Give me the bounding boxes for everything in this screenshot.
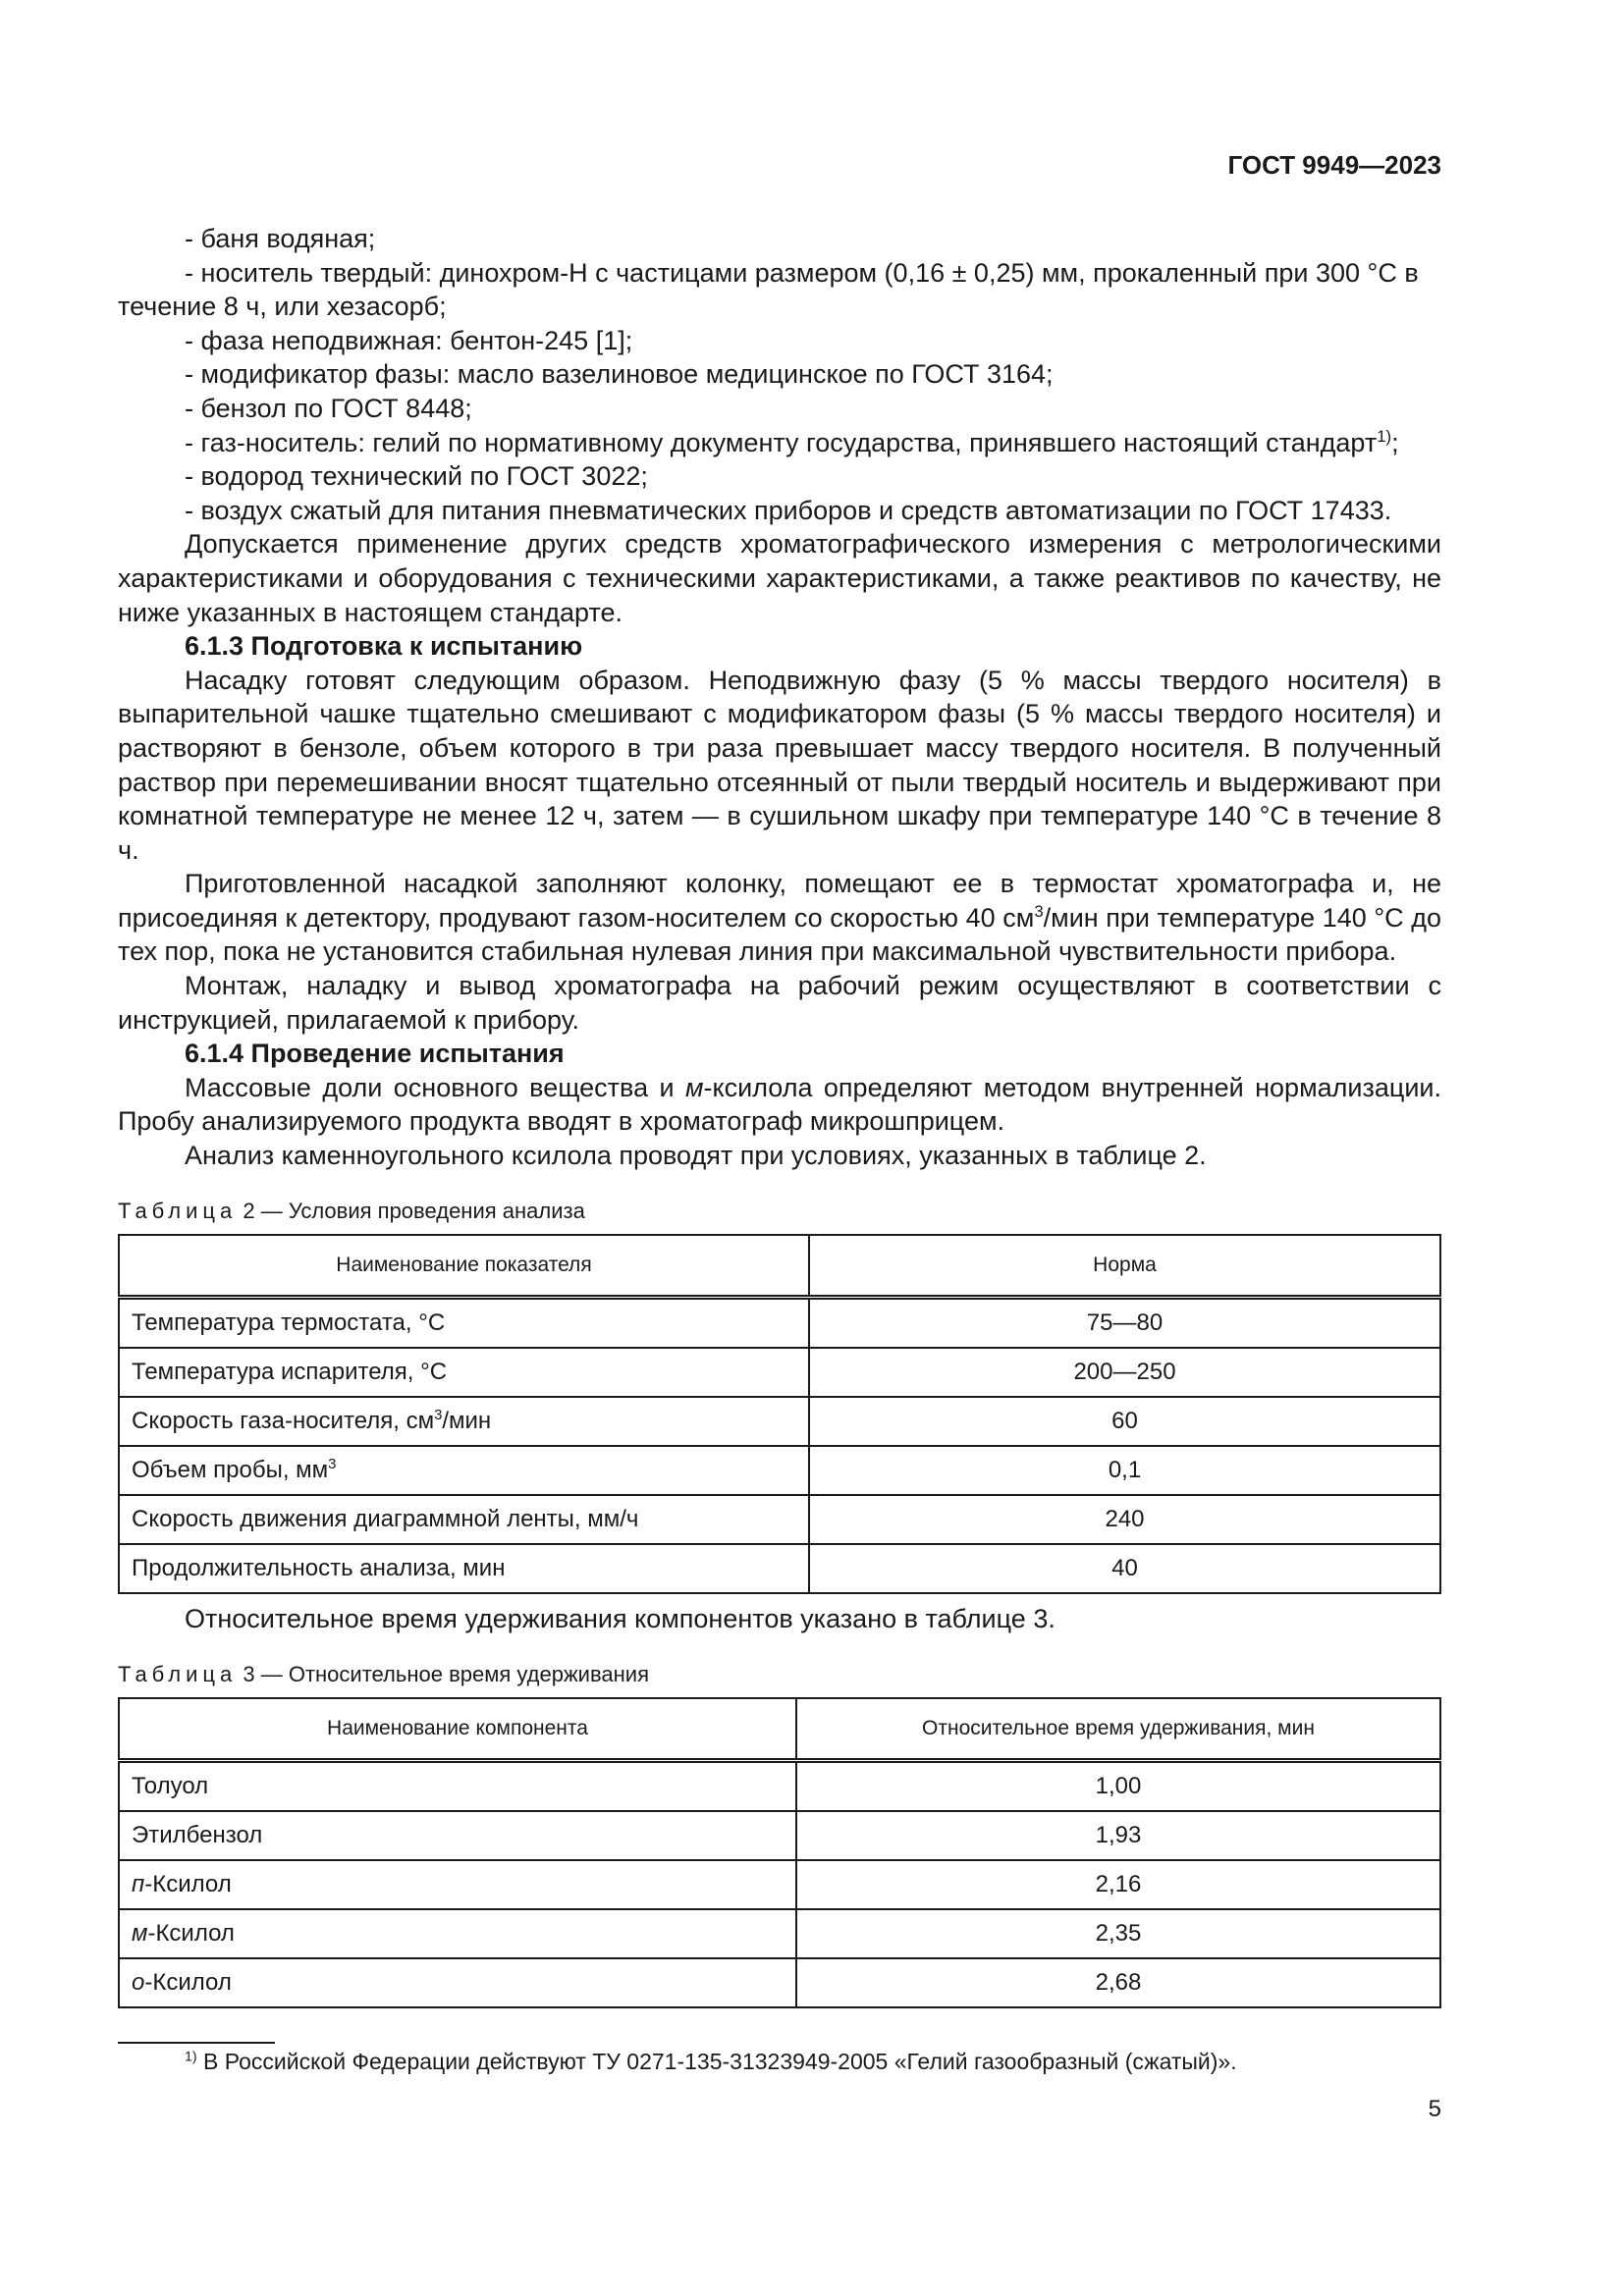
table2-caption [118,1195,1441,1229]
list-item: - модификатор фазы: масло вазелиновое медицинское по ГОСТ 3164; [185,359,1054,390]
cell-name: Температура испарителя, °C [119,1348,809,1397]
paragraph-text: Приготовленной насадкой заполняют колонку, помещают ее в термостат хроматографа и, не присоединяя к детектору, продувают газом-носителем со скоростью 40 см [118,869,1441,933]
table-row [119,1909,1440,1958]
paragraph: Относительное время удерживания компонентов указано в таблице 3. [185,1604,1056,1634]
column-header: Наименование показателя [119,1235,809,1298]
page-number: 5 [1428,2096,1441,2122]
table3-caption [118,1658,1441,1692]
column-header: Норма [809,1235,1440,1298]
cell-text: Толуол [132,1773,209,1800]
cell-name [119,1397,809,1446]
table2-conditions [118,1234,1441,1594]
table-row [119,1446,1440,1495]
table-row [119,1495,1440,1544]
section-heading-6-1-4: 6.1.4 Проведение испытания [185,1039,565,1069]
footnote-text: В Российской Федерации действуют ТУ 0271-135-31323949-2005 «Гелий газообразный (сжатый)». [196,2049,1237,2074]
paragraph [118,867,1441,969]
footnote-mark: 1) [185,2049,197,2065]
cell-value: 40 [809,1544,1440,1593]
cell-text: -Ксилол [144,1871,232,1898]
paragraph-text: Массовые доли основного вещества и [185,1072,686,1102]
column-header: Относительное время удерживания, мин [796,1698,1440,1761]
footnote-reference: 1) [1377,426,1392,446]
list-item: - воздух сжатый для питания пневматических приборов и средств автоматизации по ГОСТ 17433. [185,495,1392,525]
cell-text: Объем пробы, мм [132,1456,329,1483]
list-item [118,426,1441,460]
paragraph [118,1071,1441,1139]
paragraph: Анализ каменноугольного ксилола проводят при условиях, указанных в таблице 2. [185,1141,1207,1171]
isomer-prefix: о [132,1969,145,1997]
cell-text: /мин [442,1407,492,1434]
paragraph: Насадку готовят следующим образом. Неподвижную фазу (5 % массы твердого носителя) в выпарительной чашке тщательно смешивают с модификатором фазы (5 % массы твердого носителя) и растворяют в бензоле, объем которого в три раза превышает массу твердого носителя. В полученный раствор при перемешивании вносят тщательно отсеянный от пыли твердый носитель и выдерживают при комнатной температуре не менее 12 ч, затем — в сушильном шкафу при температуре 140 °C в течение 8 ч. [118,665,1441,865]
list-item: - носитель твердый: динохром-Н с частицами размером (0,16 ± 0,25) мм, прокаленный при 300 °C в течение 8 ч, или хезасорб; [118,257,1419,322]
cell-value: 1,00 [796,1761,1440,1812]
cell-text: -Ксилол [144,1969,232,1997]
list-item: - фаза неподвижная: бентон-245 [1]; [185,325,633,355]
isomer-prefix: п [132,1871,145,1898]
table-row [119,1348,1440,1397]
section-heading-6-1-3: 6.1.3 Подготовка к испытанию [185,631,583,662]
paragraph-text: -ксилола определяют методом внутренней нормализации. Пробу анализируемого продукта вводят в хроматограф микрошприцем. [118,1072,1442,1137]
equipment-list [118,222,1441,527]
table-row [119,1811,1440,1860]
cell-value: 2,16 [796,1860,1440,1909]
footnote [185,2049,1237,2075]
cell-value: 240 [809,1495,1440,1544]
italic-text: м [685,1072,704,1102]
cell-name: Температура термостата, °C [119,1298,809,1349]
table-header-row [119,1235,1440,1298]
page-content [118,222,1441,2008]
table-row [119,1860,1440,1909]
paragraph-text: /мин при температуре 140 °C до тех пор, пока не установится стабильная нулевая линия при максимальной чувствительности прибора. [118,902,1441,967]
superscript: 3 [434,1407,443,1423]
cell-name [119,1761,796,1812]
list-item: - водород технический по ГОСТ 3022; [185,461,648,492]
table-caption-label: Таблица [118,1661,238,1686]
cell-name: Продолжительность анализа, мин [119,1544,809,1593]
superscript: 3 [1034,901,1044,921]
cell-name [119,1811,796,1860]
paragraph: Монтаж, наладку и вывод хроматографа на рабочий режим осуществляют в соответствии с инструкцией, прилагаемой к прибору. [118,971,1441,1035]
cell-text: Этилбензол [132,1822,263,1849]
list-item: - бензол по ГОСТ 8448; [185,393,472,423]
cell-value: 75—80 [809,1298,1440,1349]
table-caption-label: Таблица [118,1198,238,1223]
isomer-prefix: м [132,1920,148,1948]
document-header: ГОСТ 9949—2023 [1227,150,1441,180]
list-item-tail: ; [1391,427,1399,457]
table-row [119,1958,1440,2007]
table-header-row [119,1698,1440,1761]
cell-value: 0,1 [809,1446,1440,1495]
cell-name [119,1446,809,1495]
cell-name [119,1909,796,1958]
table-row [119,1544,1440,1593]
list-item: - баня водяная; [185,224,376,253]
list-item-text: - газ-носитель: гелий по нормативному документу государства, принявшего настоящий стандарт [185,427,1378,457]
table-caption-text: 3 — Относительное время удерживания [237,1661,649,1686]
table-row [119,1397,1440,1446]
paragraph-allowed: Допускается применение других средств хроматографического измерения с метрологическими характеристиками и оборудования с техническими характеристиками, а также реактивов по качеству, не ниже указанных в настоящем стандарте. [118,529,1441,627]
cell-value: 1,93 [796,1811,1440,1860]
cell-value: 2,35 [796,1909,1440,1958]
cell-value: 2,68 [796,1958,1440,2007]
cell-value: 200—250 [809,1348,1440,1397]
footnote-separator [118,2042,275,2044]
cell-text: Скорость газа-носителя, см [132,1407,435,1434]
table3-retention-time [118,1697,1441,2008]
table-row [119,1761,1440,1812]
cell-name [119,1958,796,2007]
cell-name [119,1860,796,1909]
cell-text: -Ксилол [147,1920,235,1948]
column-header: Наименование компонента [119,1698,796,1761]
superscript: 3 [328,1456,337,1472]
table-caption-text: 2 — Условия проведения анализа [237,1198,585,1223]
table-row [119,1298,1440,1349]
cell-name: Скорость движения диаграммной ленты, мм/ч [119,1495,809,1544]
cell-value: 60 [809,1397,1440,1446]
